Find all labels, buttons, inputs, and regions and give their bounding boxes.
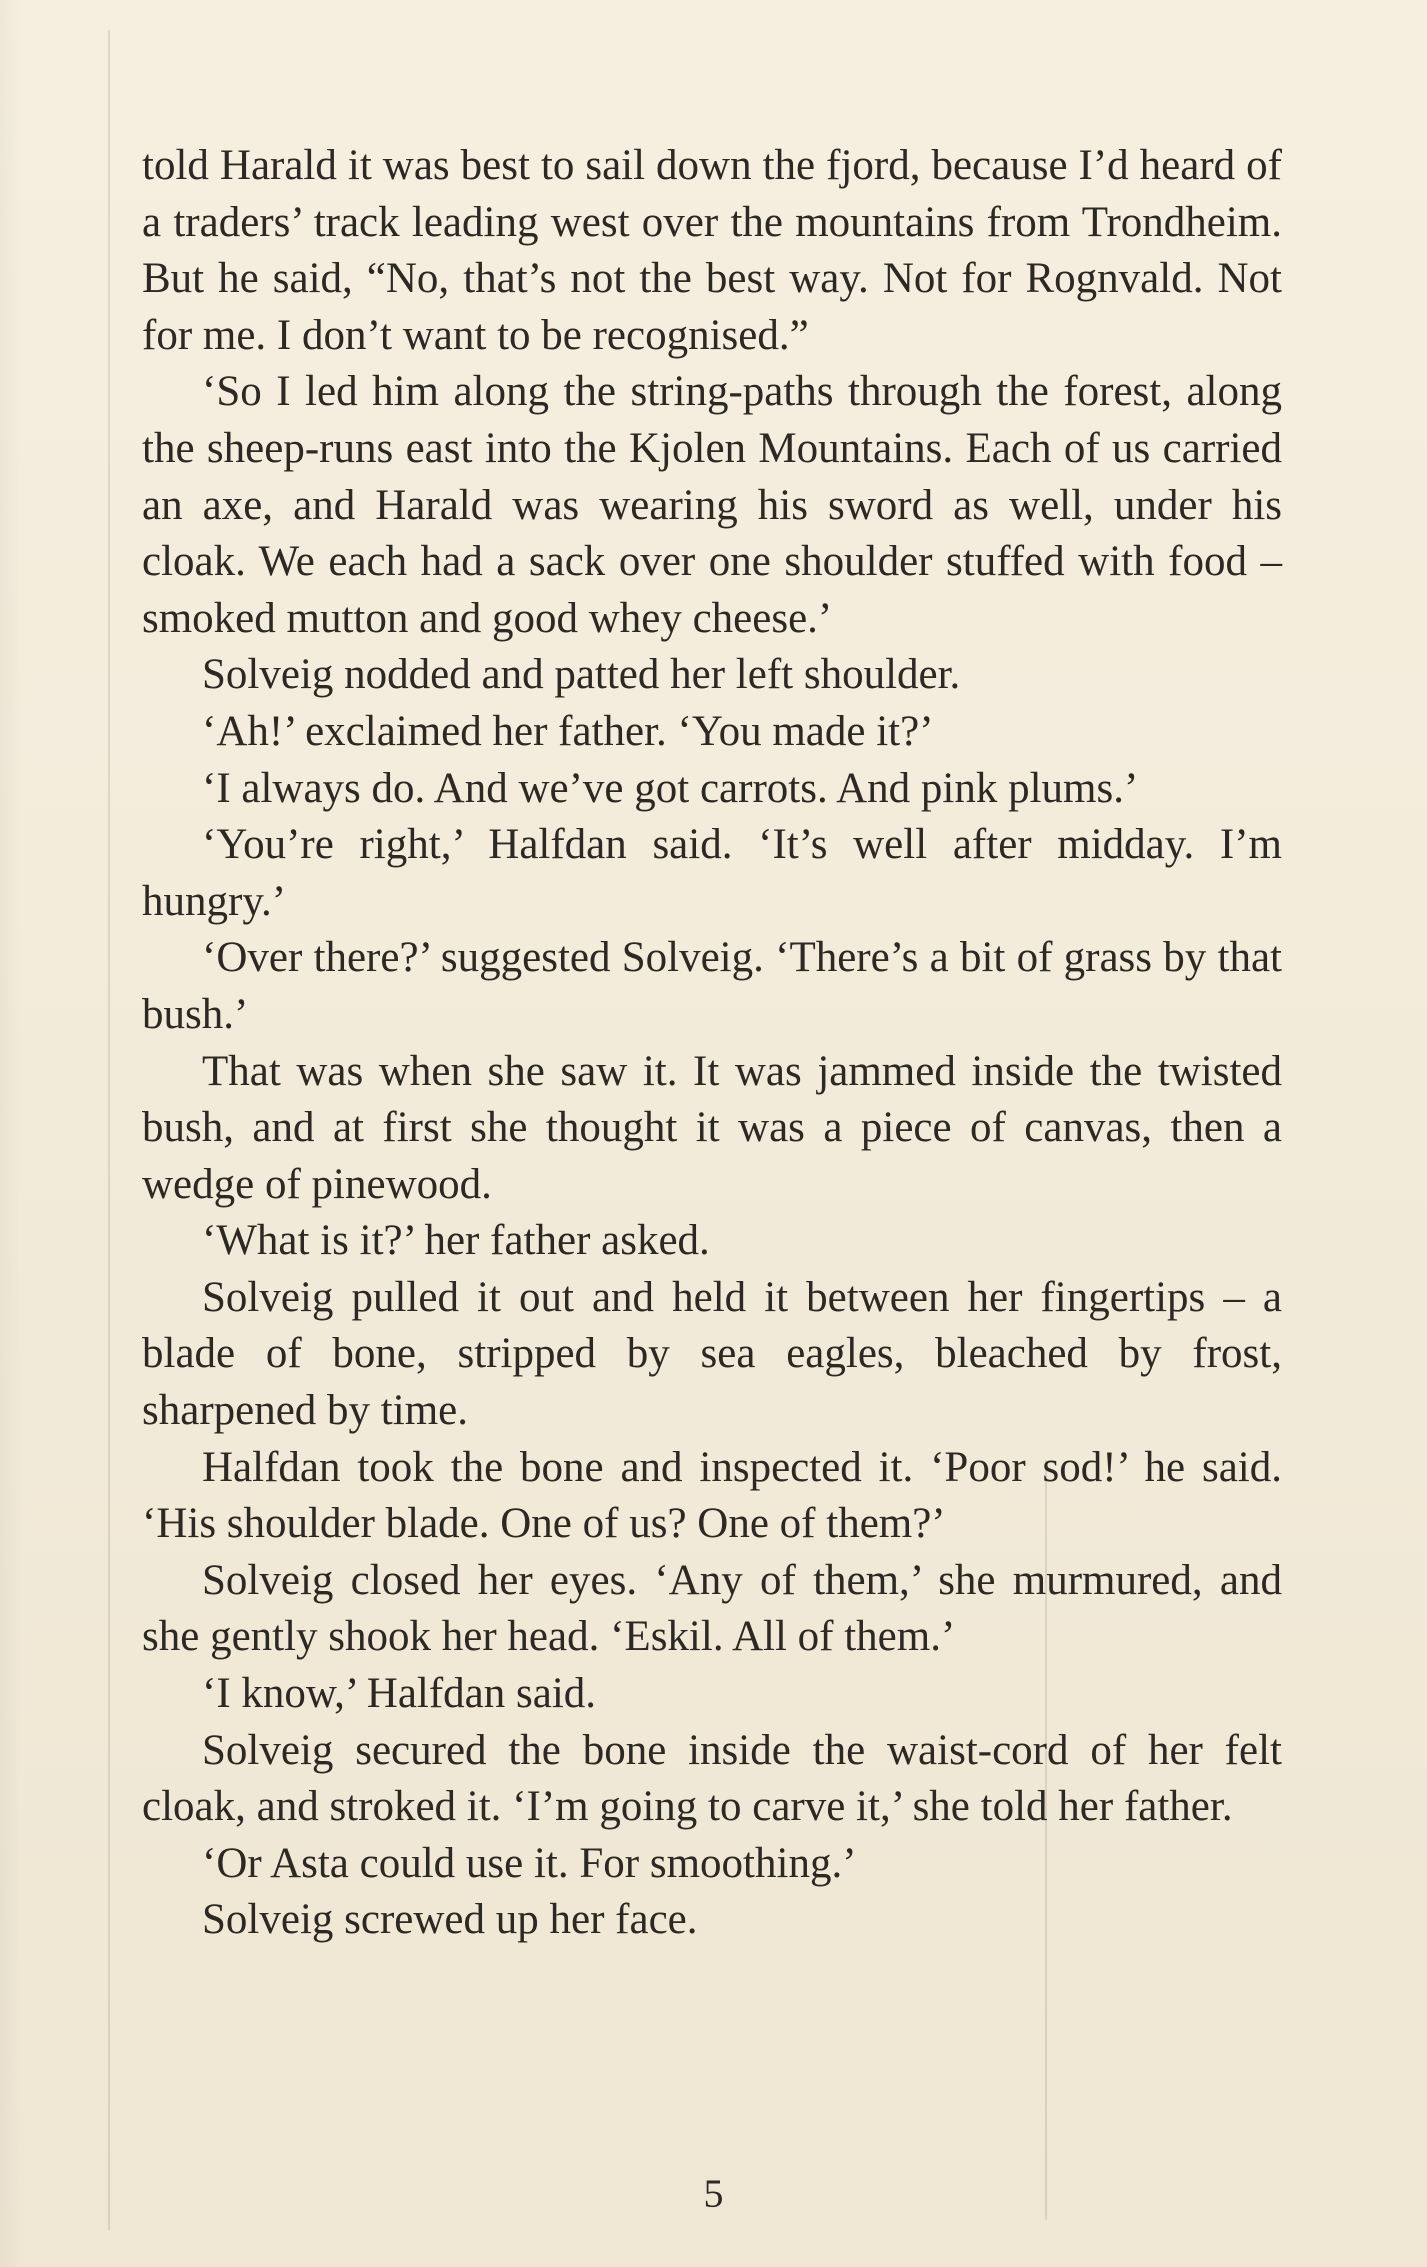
paragraph: ‘I always do. And we’ve got carrots. And pink plums.’ <box>202 764 1139 812</box>
paragraph: ‘Over there?’ suggested Solveig. ‘There’s a bit of grass by that bush.’ <box>142 934 1282 1038</box>
paragraph: That was when she saw it. It was jammed inside the twisted bush, and at first she thought it was a piece of canvas, then a wedge of pinewood. <box>142 1047 1282 1208</box>
paragraph: Halfdan took the bone and inspected it. ‘Poor sod!’ he said. ‘His shoulder blade. One of us? One of them?’ <box>142 1443 1282 1548</box>
paragraph: ‘Ah!’ exclaimed her father. ‘You made it?’ <box>202 707 934 755</box>
page-number: 5 <box>703 2171 724 2216</box>
paragraph: told Harald it was best to sail down the fjord, because I’d heard of a traders’ track leading west over the mountains from Trondheim. But he said, “No, that’s not the best way. Not for Rognvald. Not for me. I don’t want to be recognised.” <box>142 142 1282 359</box>
paragraph: Solveig screwed up her face. <box>202 1896 698 1944</box>
paragraph: Solveig secured the bone inside the waist-cord of her felt cloak, and stroked it. ‘I’m going to carve it,’ she told her father. <box>142 1726 1282 1831</box>
paragraph: ‘You’re right,’ Halfdan said. ‘It’s well after midday. I’m hungry.’ <box>142 821 1282 925</box>
paragraph: ‘So I led him along the string-paths through the forest, along the sheep-runs east into the Kjolen Mountains. Each of us carried an axe, and Harald was wearing his sword as well, under his cloak. We each had a sack over one shoulder stuffed with food – smoked mutton and good whey cheese.’ <box>142 368 1282 642</box>
paragraph: ‘Or Asta could use it. For smoothing.’ <box>202 1839 857 1887</box>
paragraph: Solveig closed her eyes. ‘Any of them,’ she murmured, and she gently shook her head. ‘Eskil. All of them.’ <box>142 1556 1282 1661</box>
page-crease-left <box>108 30 110 2230</box>
paragraph: ‘What is it?’ her father asked. <box>202 1217 710 1265</box>
paragraph: ‘I know,’ Halfdan said. <box>202 1670 597 1718</box>
body-text <box>142 138 1282 1949</box>
paragraph: Solveig pulled it out and held it between her fingertips – a blade of bone, stripped by sea eagles, bleached by frost, sharpened by time. <box>142 1273 1282 1435</box>
paragraph: Solveig nodded and patted her left shoulder. <box>202 651 961 699</box>
